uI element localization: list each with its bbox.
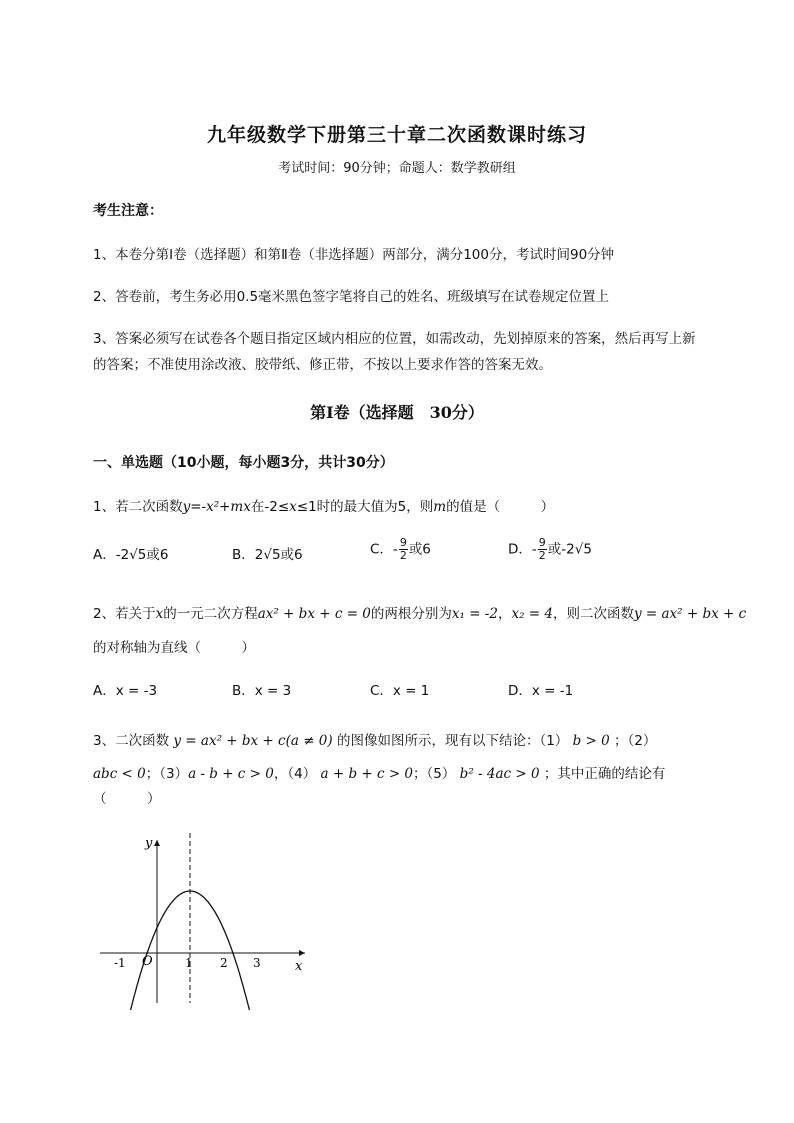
- notice-item: 2、答卷前，考生务必用0.5毫米黑色签字笔将自己的姓名、班级填写在试卷规定位置上: [93, 289, 610, 305]
- q2-option-c[interactable]: C．x = 1: [370, 683, 430, 699]
- parabola-curve: [114, 891, 258, 1010]
- exam-info: 考试时间：90分钟；命题人：数学教研组: [278, 161, 516, 176]
- tick-label: 2: [220, 956, 228, 970]
- parabola-graph: [90, 825, 320, 1010]
- origin-label: O: [142, 954, 153, 969]
- q1-option-b[interactable]: B．2√5或6: [232, 547, 303, 563]
- tick-label: 1: [185, 956, 193, 970]
- question-3-stem: 3、二次函数 y = ax² + bx + c(a ≠ 0) 的图像如图所示，现有以下结论：（1） b > 0 ；（2）: [93, 733, 657, 749]
- q2-option-d[interactable]: D．x = -1: [508, 683, 574, 699]
- x-axis-label: x: [295, 959, 303, 974]
- question-2-stem-line2: 的对称轴为直线（ ）: [93, 640, 255, 656]
- notice-item: 1、本卷分第I卷（选择题）和第Ⅱ卷（非选择题）两部分，满分100分，考试时间90分钟: [93, 247, 615, 263]
- tick-label: 3: [253, 956, 261, 970]
- notice-item: 3、答案必须写在试卷各个题目指定区域内相应的位置，如需改动，先划掉原来的答案，然后再写上新: [93, 331, 696, 347]
- question-3-stem-line3: （ ）: [93, 791, 161, 807]
- q1-option-d[interactable]: D．- $\frac{9}{2}$ 或-2√5: [508, 536, 592, 562]
- question-1-stem: 1、若二次函数y=-x²+mx在-2≤x≤1时的最大值为5，则m的值是（ ）: [93, 499, 555, 515]
- tick-label: -1: [114, 956, 126, 970]
- notice-item: 的答案；不准使用涂改液、胶带纸、修正带，不按以上要求作答的答案无效。: [93, 357, 552, 373]
- notice-heading: 考生注意：: [93, 203, 163, 219]
- y-axis-label: y: [145, 836, 153, 851]
- q2-option-a[interactable]: A．x = -3: [93, 683, 158, 699]
- q1-option-c[interactable]: C．- $\frac{9}{2}$ 或6: [370, 536, 431, 562]
- section-title: 第I卷（选择题 30分）: [310, 403, 484, 422]
- q2-option-b[interactable]: B．x = 3: [232, 683, 292, 699]
- q1-option-a[interactable]: A．-2√5或6: [93, 547, 169, 563]
- question-3-stem-line2: abc < 0；（3）a - b + c > 0，（4） a + b + c > 0；（5） b² - 4ac > 0 ；其中正确的结论有: [93, 766, 666, 782]
- page-title: 九年级数学下册第三十章二次函数课时练习: [206, 124, 587, 146]
- part-title: 一、单选题（10小题，每小题3分，共计30分）: [93, 455, 394, 471]
- question-2-stem: 2、若关于x的一元二次方程ax² + bx + c = 0的两根分别为x₁ = -2，x₂ = 4，则二次函数y = ax² + bx + c: [93, 606, 747, 622]
